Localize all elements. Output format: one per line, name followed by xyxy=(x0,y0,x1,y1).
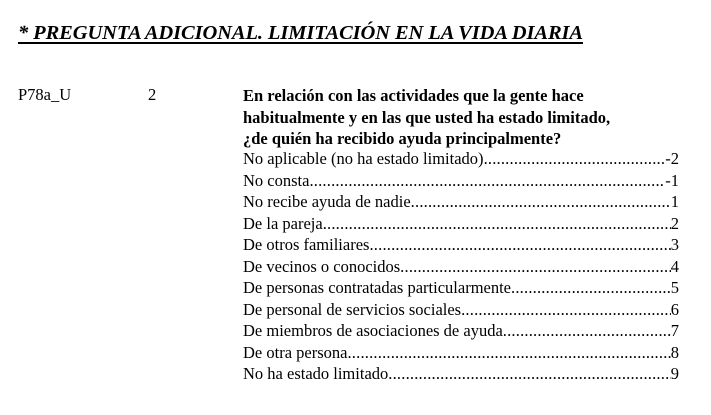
option-code: 7 xyxy=(670,321,679,340)
option-label: No aplicable (no ha estado limitado) xyxy=(243,149,484,168)
option-label: No ha estado limitado xyxy=(243,364,389,383)
leader-dots xyxy=(484,148,666,170)
question-line: En relación con las actividades que la gente hace xyxy=(243,86,584,105)
leader-dots xyxy=(309,170,665,192)
leader-dots xyxy=(411,191,671,213)
question-line: ¿de quién ha recibido ayuda principalmente? xyxy=(243,129,562,148)
option-label: De personas contratadas particularmente xyxy=(243,278,512,297)
answer-option xyxy=(243,191,679,213)
answer-option xyxy=(243,256,679,278)
option-code: 6 xyxy=(670,299,679,319)
leader-dots xyxy=(461,299,671,321)
variable-width: 2 xyxy=(148,85,157,104)
leader-dots xyxy=(511,277,671,299)
option-label: De la pareja xyxy=(243,213,323,233)
variable-name: P78a_U xyxy=(18,85,72,104)
answer-option xyxy=(243,148,679,170)
leader-dots xyxy=(347,342,670,364)
answer-option xyxy=(243,320,679,342)
leader-dots xyxy=(388,363,670,385)
option-label: De otros familiares xyxy=(243,235,370,254)
leader-dots xyxy=(369,234,670,256)
leader-dots xyxy=(503,320,671,342)
answer-option xyxy=(243,299,679,321)
answer-option xyxy=(243,170,679,192)
answer-option xyxy=(243,213,679,235)
option-code: 9 xyxy=(670,364,679,383)
answer-option xyxy=(243,363,679,385)
option-code: 2 xyxy=(670,213,679,233)
section-title: * PREGUNTA ADICIONAL. LIMITACIÓN EN LA VIDA DIARIA xyxy=(18,22,583,44)
option-code: -1 xyxy=(665,170,679,190)
option-code: 1 xyxy=(670,192,679,211)
option-code: 4 xyxy=(670,256,679,276)
leader-dots xyxy=(323,213,671,235)
option-code: 5 xyxy=(670,278,679,297)
option-label: De otra persona xyxy=(243,342,348,362)
option-label: De vecinos o conocidos xyxy=(243,256,401,276)
option-label: No consta xyxy=(243,170,310,190)
answer-options-list xyxy=(243,148,679,385)
answer-option xyxy=(243,234,679,256)
option-code: 8 xyxy=(670,342,679,362)
option-code: -2 xyxy=(665,149,679,168)
option-label: No recibe ayuda de nadie xyxy=(243,192,411,211)
option-label: De miembros de asociaciones de ayuda xyxy=(243,321,503,340)
answer-option xyxy=(243,342,679,364)
answer-option xyxy=(243,277,679,299)
option-code: 3 xyxy=(670,235,679,254)
option-label: De personal de servicios sociales xyxy=(243,299,462,319)
leader-dots xyxy=(400,256,671,278)
question-line: habitualmente y en las que usted ha estado limitado, xyxy=(243,107,611,127)
question-text xyxy=(243,85,683,150)
